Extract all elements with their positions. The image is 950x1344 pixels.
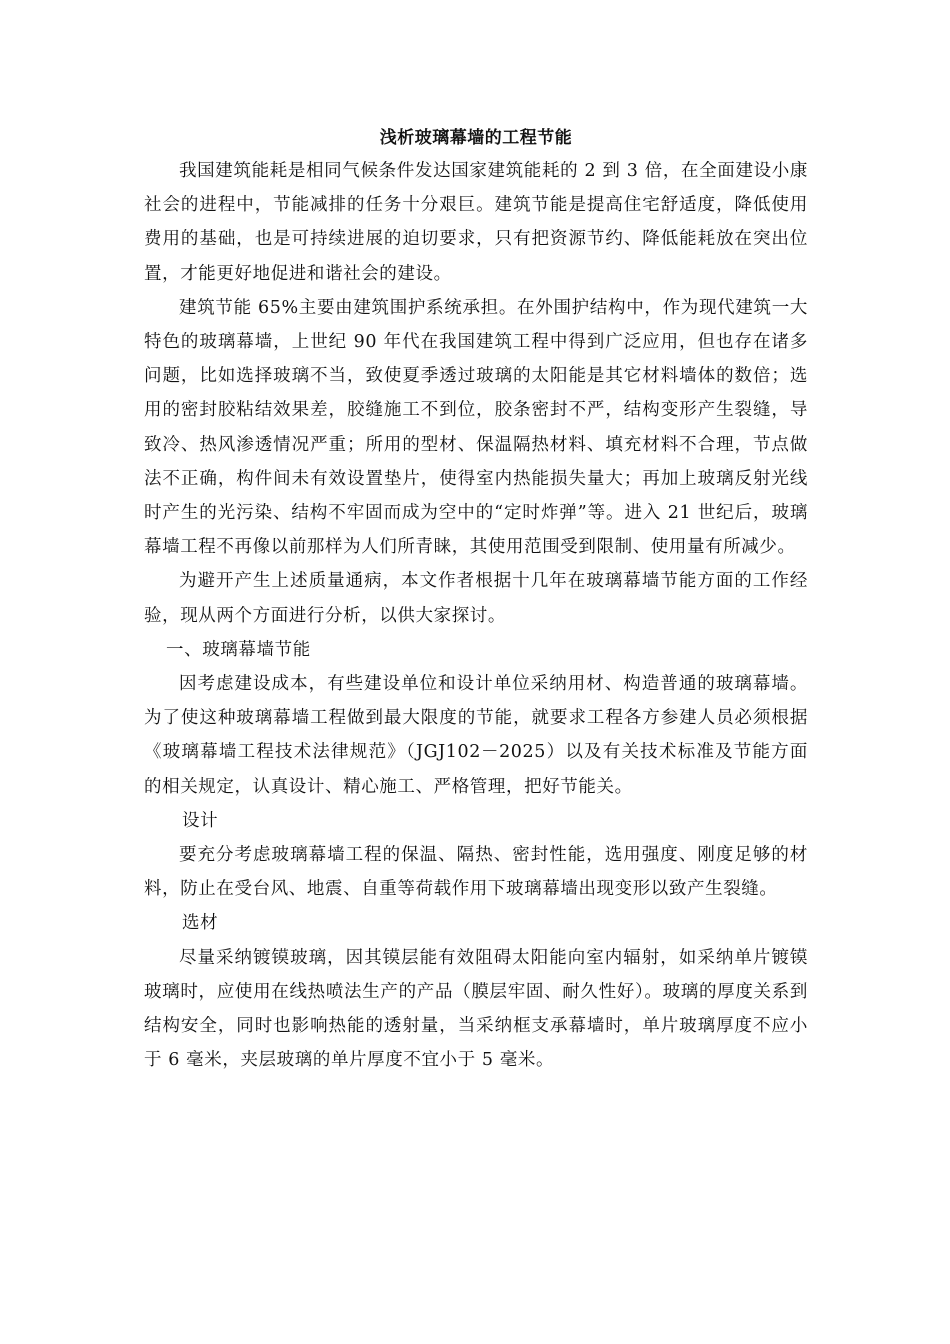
paragraph-section1: 因考虑建设成本，有些建设单位和设计单位采纳用材、构造普通的玻璃幕墙。为了使这种玻璃幕墙工程做到最大限度的节能，就要求工程各方参建人员必须根据《玻璃幕墙工程技术法律规范》（JGJ102－2025）以及有关技术标准及节能方面的相关规定，认真设计、精心施工、严格管理，把好节能关。 [144, 674, 808, 797]
subheading-design: 设计 [182, 810, 219, 831]
paragraph-design: 要充分考虑玻璃幕墙工程的保温、隔热、密封性能，选用强度、刚度足够的材料，防止在受台风、地震、自重等荷载作用下玻璃幕墙出现变形以致产生裂缝。 [144, 845, 808, 900]
paragraph-problems: 建筑节能 65%主要由建筑围护系统承担。在外围护结构中，作为现代建筑一大特色的玻璃幕墙，上世纪 90 年代在我国建筑工程中得到广泛应用，但也存在诸多问题，比如选择玻璃不当，致使夏季透过玻璃的太阳能是其它材料墙体的数倍；选用的密封胶粘结效果差，胶缝施工不到位，胶条密封不严，结构变形产生裂缝，导致冷、热风渗透情况严重；所用的型材、保温隔热材料、填充材料不合理，节点做法不正确，构件间未有效设置垫片，使得室内热能损失量大；再加上玻璃反射光线时产生的光污染、结构不牢固而成为空中的“定时炸弹”等。进入 21 世纪后，玻璃幕墙工程不再像以前那样为人们所青睐，其使用范围受到限制、使用量有所减少。 [144, 297, 808, 558]
paragraph-material: 尽量采纳镀镆玻璃，因其镆层能有效阻碍太阳能向室内辐射，如采纳单片镀镆玻璃时，应使用在线热喷法生产的产品（膜层牢固、耐久性好）。玻璃的厚度关系到结构安全，同时也影响热能的透射量，当采纳框支承幕墙时，单片玻璃厚度不应小于 6 毫米，夹层玻璃的单片厚度不宜小于 5 毫米。 [144, 947, 808, 1071]
document-title: 浅析玻璃幕墙的工程节能 [379, 128, 573, 148]
paragraph-purpose: 为避开产生上述质量通病，本文作者根据十几年在玻璃幕墙节能方面的工作经验，现从两个方面进行分析，以供大家探讨。 [144, 571, 808, 626]
document-body [144, 122, 808, 1077]
section-heading-glass-curtain-wall: 一、玻璃幕墙节能 [166, 639, 311, 660]
paragraph-intro: 我国建筑能耗是相同气候条件发达国家建筑能耗的 2 到 3 倍，在全面建设小康社会的进程中，节能减排的任务十分艰巨。建筑节能是提高住宅舒适度，降低使用费用的基础，也是可持续进展的迫切要求，只有把资源节约、降低能耗放在突出位置，才能更好地促进和谐社会的建设。 [144, 161, 808, 284]
subheading-material: 选材 [182, 913, 219, 934]
